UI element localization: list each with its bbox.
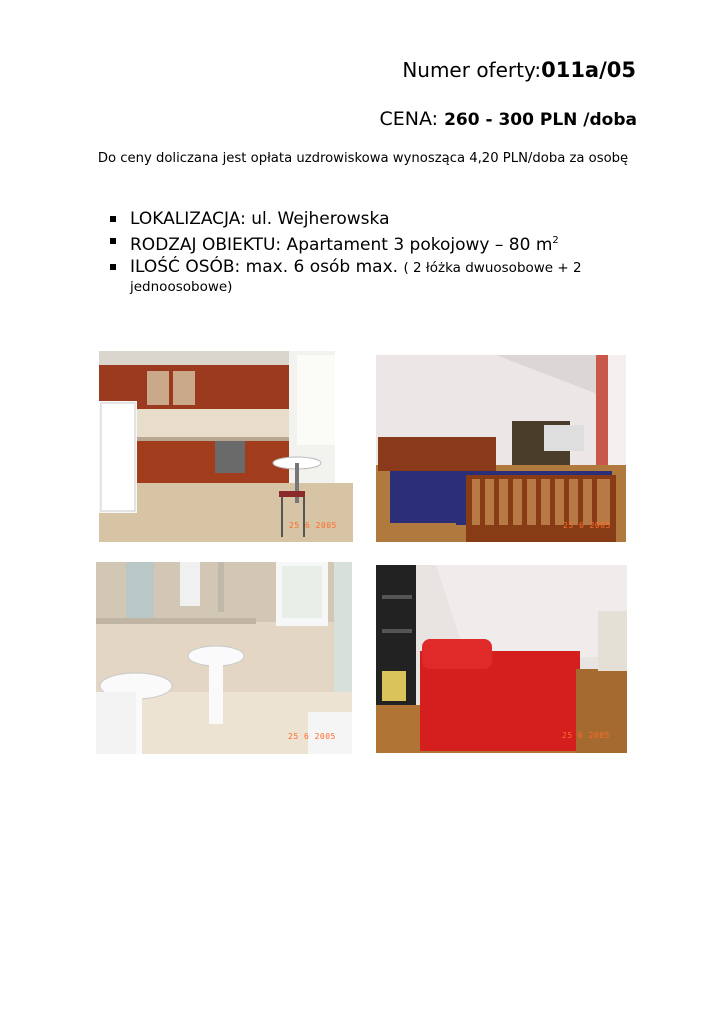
bathroom-photo	[96, 562, 352, 754]
offer-number-line	[402, 58, 636, 82]
detail-location: LOKALIZACJA: ul. Wejherowska	[110, 208, 582, 230]
kitchen-photo	[99, 351, 353, 542]
bullet-icon	[110, 264, 116, 270]
price-line	[379, 108, 637, 130]
details-list	[110, 208, 582, 296]
price-label: CENA:	[379, 108, 445, 130]
photo-date-stamp: 25 6 2005	[288, 732, 336, 741]
fee-note: Do ceny doliczana jest opłata uzdrowiskowa wynosząca 4,20 PLN/doba za osobę	[97, 151, 629, 166]
offer-number: 011a/05	[541, 58, 636, 82]
area-unit-superscript: 2	[552, 235, 559, 246]
bullet-icon	[110, 238, 116, 244]
offer-label: Numer oferty:	[402, 58, 542, 82]
photo-date-stamp: 25 6 2005	[563, 521, 611, 530]
bullet-icon	[110, 216, 116, 222]
bedroom-photo	[376, 355, 626, 542]
price-value: 260 - 300 PLN /doba	[444, 110, 637, 130]
photo-date-stamp: 25 6 2005	[562, 731, 610, 740]
detail-type: RODZAJ OBIEKTU: Apartament 3 pokojowy – 80 $m^2$	[110, 230, 582, 256]
detail-people: ILOŚĆ OSÓB: max. 6 osób max. ( 2 łóżka dwuosobowe + 2 jednoosobowe)	[110, 256, 582, 296]
photo-date-stamp: 25 6 2005	[289, 521, 337, 530]
sofa-room-photo	[376, 565, 627, 753]
